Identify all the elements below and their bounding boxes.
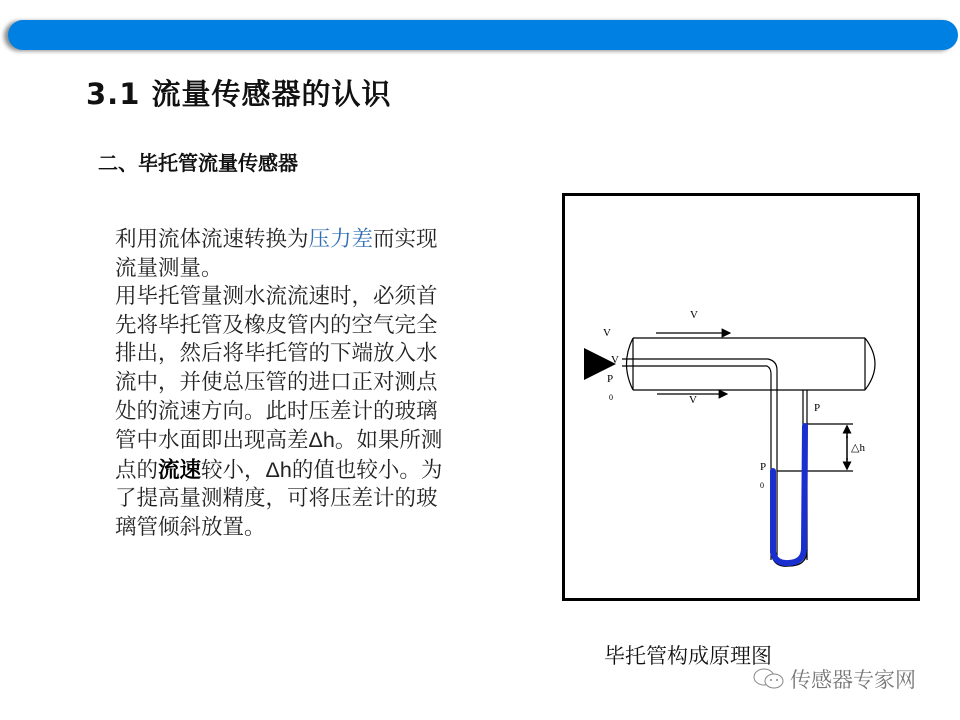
text-segment: 了提高量测精度，可将压差计的玻 (115, 486, 438, 512)
label-v-inlet: V (611, 354, 619, 366)
pitot-tube-svg (565, 196, 917, 598)
text-segment: 流中，并使总压管的进口正对测点 (115, 369, 438, 395)
text-segment: 压力差 (308, 227, 374, 252)
text-segment: Δh (265, 457, 292, 482)
text-segment: 而实现 (373, 227, 438, 252)
body-line (115, 226, 442, 255)
body-line (115, 398, 442, 427)
text-segment: 管中水面即出现高差 (115, 428, 309, 454)
wechat-icon (752, 667, 786, 691)
label-p-mid: P (760, 461, 767, 473)
body-line (115, 340, 442, 369)
label-v-top: V (690, 309, 698, 321)
body-line (115, 255, 442, 284)
page-title: 3.1 流量传感器的认识 (86, 77, 392, 111)
text-segment: 流量测量。 (115, 255, 223, 281)
body-line (115, 283, 442, 312)
right-cap (865, 338, 875, 390)
text-segment: 利用流体流速转换为 (115, 227, 309, 252)
section-subtitle: 二、毕托管流量传感器 (98, 151, 298, 175)
text-segment: 璃管倾斜放置。 (115, 514, 266, 540)
text-segment: 排出，然后将毕托管的下端放入水 (115, 341, 438, 367)
body-line (115, 485, 442, 514)
text-segment: 较小， (201, 457, 266, 483)
label-p-right: P (814, 402, 821, 414)
text-segment: 用毕托管量测水流流速时，必须首 (115, 284, 438, 310)
label-v-left: V (603, 327, 611, 339)
pitot-tube-diagram (562, 193, 920, 601)
body-line (115, 426, 442, 456)
label-v-bottom: V (689, 394, 697, 406)
top-banner-bar (8, 20, 958, 50)
text-segment: 流速 (158, 457, 202, 483)
text-segment: 点的 (115, 457, 159, 483)
body-line (115, 369, 442, 398)
figure-caption: 毕托管构成原理图 (604, 644, 772, 668)
label-p-mid-sub: 0 (760, 481, 764, 490)
body-text (115, 226, 442, 543)
manometer-liquid (773, 426, 805, 563)
level-lines (777, 424, 853, 471)
text-segment: Δh (308, 428, 335, 453)
body-line (115, 312, 442, 341)
text-segment: 。如果所测 (334, 428, 443, 454)
watermark (752, 664, 916, 694)
outer-tube (633, 338, 865, 390)
text-segment: 处的流速方向。此时压差计的玻璃 (115, 398, 438, 424)
label-p-left: P (607, 373, 614, 385)
text-segment: 的值也较小。为 (291, 457, 443, 483)
body-line (115, 456, 442, 486)
label-p-left-sub: 0 (609, 393, 613, 402)
body-line (115, 514, 442, 543)
text-segment: 先将毕托管及橡皮管内的空气完全 (115, 312, 438, 338)
watermark-text: 传感器专家网 (790, 668, 916, 692)
label-delta-h: △h (851, 442, 865, 454)
inner-tube (622, 359, 777, 560)
left-cap (627, 338, 634, 390)
